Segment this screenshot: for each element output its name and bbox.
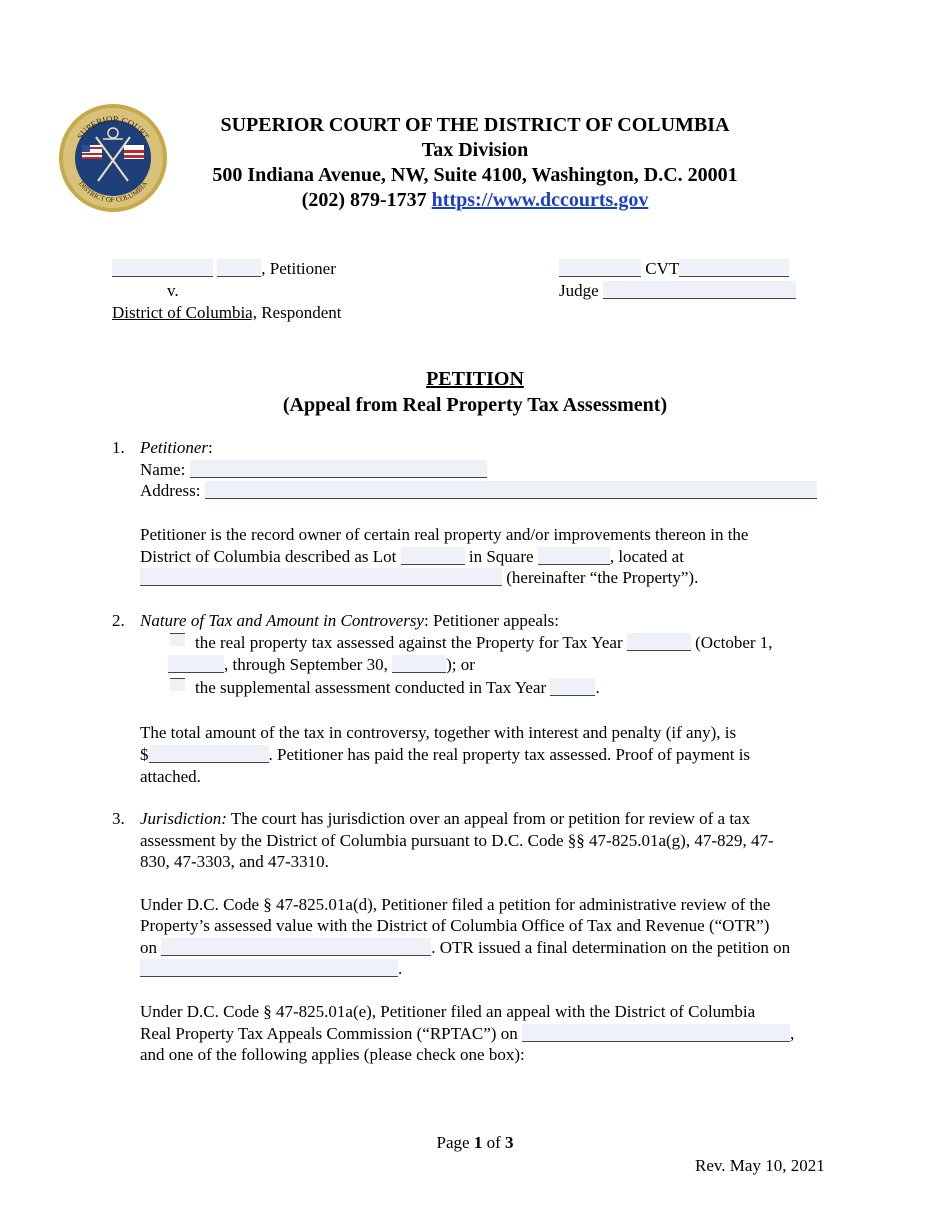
jurisdiction-line-3: 830, 47-3303, and 47-3310. <box>140 852 329 871</box>
petitioner-caption-line <box>112 258 336 280</box>
name-label: Name: <box>140 460 186 479</box>
total-amount-line-1: The total amount of the tax in controversy, together with interest and penalty (if any), is <box>140 723 737 742</box>
otr-determination-date-field[interactable] <box>140 959 398 977</box>
court-name: SUPERIOR COURT OF THE DISTRICT OF COLUMBIA <box>220 114 730 136</box>
petitioner-name-field[interactable] <box>190 460 487 478</box>
seal-bottom-text: DISTRICT OF COLUMBIA <box>76 179 150 205</box>
supplemental-option-text: the supplemental assessment conducted in Tax Year <box>195 678 547 697</box>
court-division: Tax Division <box>421 139 529 161</box>
address-label: Address: <box>140 481 201 500</box>
option-tax-year-line <box>170 632 773 654</box>
october-label: (October 1, <box>690 633 773 652</box>
case-type-label: CVT <box>641 259 680 278</box>
otr-determination-text: . OTR issued a final determination on the petition on <box>431 938 791 957</box>
tax-year-field[interactable] <box>627 633 691 651</box>
square-label: in Square <box>464 547 534 566</box>
respondent-label: Respondent <box>256 303 342 322</box>
ownership-line-1: Petitioner is the record owner of certain real property and/or improvements thereon in the <box>140 525 749 544</box>
option-tax-year-dates-line <box>168 654 475 676</box>
jurisdiction-line-2: assessment by the District of Columbia pursuant to D.C. Code §§ 47-825.01a(g), 47-829, 47- <box>140 831 774 850</box>
petitioner-first-name-field[interactable] <box>112 259 213 277</box>
tax-year-option-text: the real property tax assessed against the Property for Tax Year <box>195 633 623 652</box>
option-supplemental-line <box>170 677 600 699</box>
rptac-label: Real Property Tax Appeals Commission (“RPTAC”) on <box>140 1024 518 1043</box>
otr-filing-date-field[interactable] <box>161 938 431 956</box>
petitioner-appeals-text: : Petitioner appeals: <box>423 611 560 630</box>
total-amount-line-3: attached. <box>140 767 201 786</box>
seal-top-text: SUPERIOR COURT <box>74 113 152 142</box>
court-address: 500 Indiana Avenue, NW, Suite 4100, Washington, D.C. 20001 <box>212 164 738 186</box>
rptac-line-1: Under D.C. Code § 47-825.01a(e), Petitioner filed an appeal with the District of Columbia <box>140 1002 756 1021</box>
tax-amount-field[interactable] <box>149 745 269 763</box>
section-3-heading-text: Jurisdiction: <box>140 809 227 828</box>
court-phone: (202) 879-1737 <box>301 189 427 211</box>
case-number-line <box>559 258 789 280</box>
court-website-link[interactable]: https://www.dccourts.gov <box>431 189 649 211</box>
section-2-heading-text: Nature of Tax and Amount in Controversy <box>140 611 424 630</box>
section-1-heading: Petitioner: <box>140 438 213 457</box>
total-amount-line-2 <box>140 744 750 766</box>
rptac-filing-date-field[interactable] <box>522 1024 790 1042</box>
section-3-number: 3. <box>112 809 125 828</box>
court-contact <box>170 188 780 213</box>
case-number-field[interactable] <box>559 259 641 277</box>
october-year-field[interactable] <box>168 655 224 673</box>
page-of-label: of <box>486 1133 501 1152</box>
property-location-field[interactable] <box>140 568 502 586</box>
rptac-line-3: and one of the following applies (please check one box): <box>140 1045 525 1064</box>
petition-subtitle: (Appeal from Real Property Tax Assessment) <box>282 394 668 416</box>
section-2-heading <box>140 610 559 632</box>
otr-period: . <box>398 959 403 978</box>
supplemental-checkbox[interactable] <box>170 678 185 691</box>
through-september-label: , through September 30, <box>224 655 388 674</box>
judge-label: Judge <box>559 281 599 300</box>
judge-line <box>559 280 796 302</box>
page-total: 3 <box>504 1133 514 1152</box>
page-current: 1 <box>473 1133 483 1152</box>
petition-title-text: PETITION <box>426 368 524 390</box>
otr-line-4 <box>140 958 402 980</box>
page-label: Page <box>436 1133 470 1152</box>
case-number-suffix-field[interactable] <box>679 259 789 277</box>
dollar-sign: $ <box>140 745 149 764</box>
supplemental-period: . <box>595 678 600 697</box>
page-number <box>0 1132 950 1154</box>
ownership-line-3 <box>140 567 698 589</box>
petition-title <box>0 366 950 392</box>
versus-label: v. <box>167 281 179 300</box>
respondent-caption-line <box>112 302 342 324</box>
or-label: ); or <box>446 655 475 674</box>
petitioner-last-name-field[interactable] <box>217 259 261 277</box>
section-1-number: 1. <box>112 438 125 457</box>
supplemental-tax-year-field[interactable] <box>550 678 595 696</box>
court-header <box>170 113 780 213</box>
section-2-number: 2. <box>112 611 125 630</box>
respondent-name: District of Columbia, <box>112 303 257 322</box>
petitioner-name-line <box>140 459 487 481</box>
tax-year-checkbox[interactable] <box>170 633 185 646</box>
lot-field[interactable] <box>401 547 465 565</box>
square-field[interactable] <box>538 547 610 565</box>
september-year-field[interactable] <box>392 655 446 673</box>
court-seal-logo <box>58 103 168 213</box>
petitioner-address-line <box>140 480 817 502</box>
property-definition-text: (hereinafter “the Property”). <box>502 568 699 587</box>
revision-date: Rev. May 10, 2021 <box>695 1156 825 1175</box>
payment-statement-text: . Petitioner has paid the real property tax assessed. Proof of payment is <box>268 745 751 764</box>
section-1-heading-text: Petitioner <box>140 438 208 457</box>
on-label: on <box>140 938 157 957</box>
otr-line-1: Under D.C. Code § 47-825.01a(d), Petitioner filed a petition for administrative review of the <box>140 895 771 914</box>
located-at-label: , located at <box>609 547 684 566</box>
jurisdiction-line-1 <box>140 808 750 830</box>
petitioner-label: , Petitioner <box>261 259 336 278</box>
jurisdiction-text-1: The court has jurisdiction over an appeal from or petition for review of a tax <box>226 809 751 828</box>
ownership-line-2 <box>140 546 684 568</box>
otr-line-2: Property’s assessed value with the District of Columbia Office of Tax and Revenue (“OTR”) <box>140 916 770 935</box>
rptac-line-2 <box>140 1023 794 1045</box>
otr-line-3 <box>140 937 790 959</box>
petitioner-address-field[interactable] <box>205 481 817 499</box>
lot-label: District of Columbia described as Lot <box>140 547 397 566</box>
judge-name-field[interactable] <box>603 281 796 299</box>
rptac-comma: , <box>789 1024 795 1043</box>
